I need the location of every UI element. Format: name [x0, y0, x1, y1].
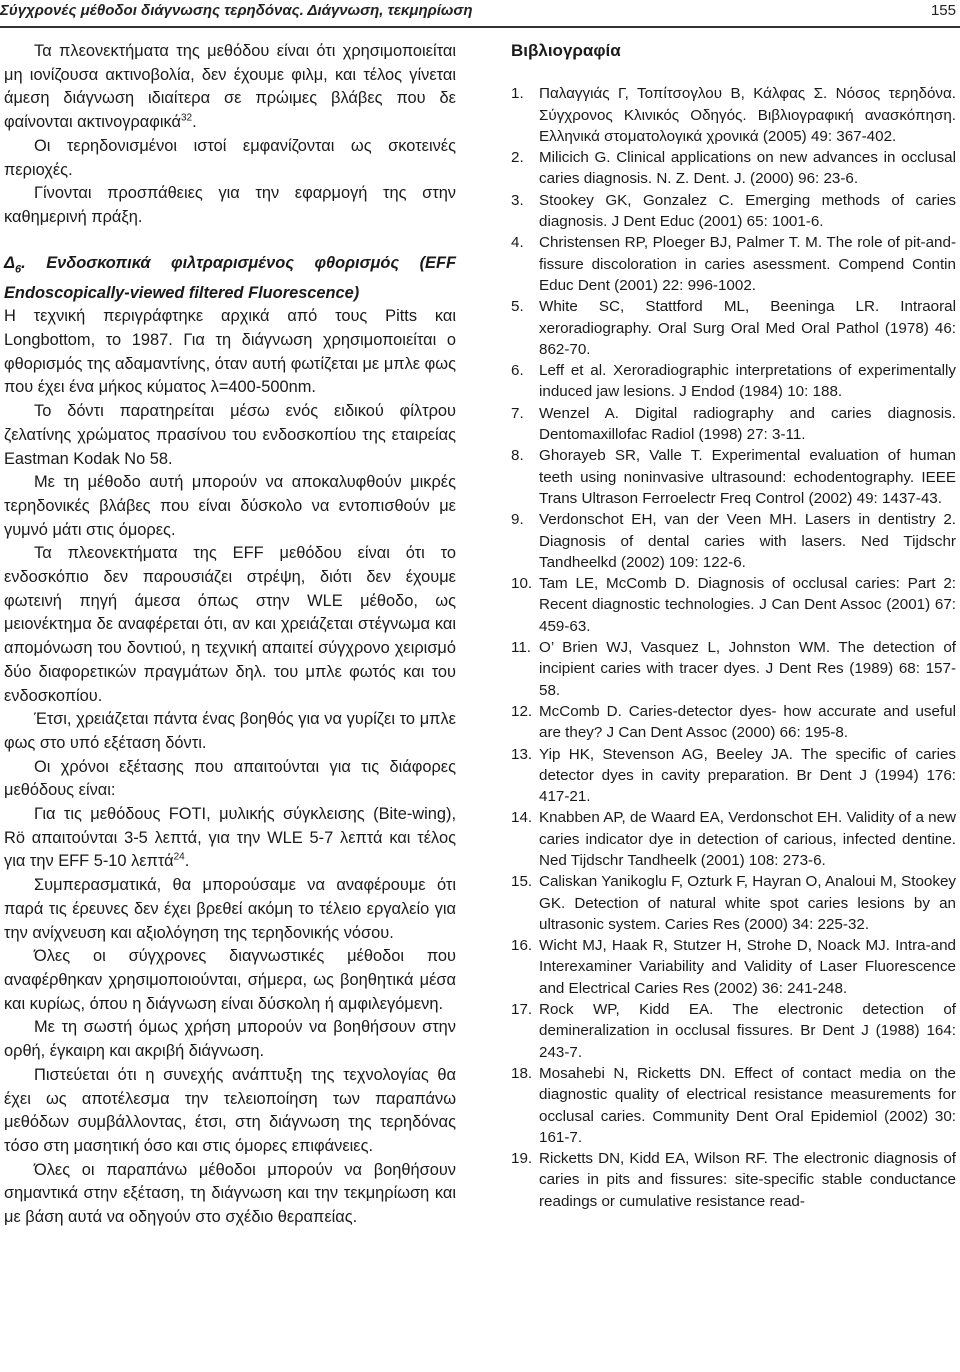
- reference-number: 7.: [511, 404, 524, 422]
- reference-number: 10.: [511, 575, 533, 593]
- reference-text: Ricketts DN, Kidd EA, Wilson RF. The electronic diagnosis of caries in pits and fissures: site-specific stable conductance readings or cumulative resistance read-: [539, 1150, 956, 1210]
- reference-text: Verdonschot EH, van der Veen MH. Lasers in dentistry 2. Diagnosis of dental caries with lasers. Ned Tijdschr Tandheelkd (2002) 109: 122-6.: [539, 511, 956, 571]
- paragraph: Για τις μεθόδους FOTI, μυλικής σύγκλεισης (Bite-wing), Rö απαιτούνται 3-5 λεπτά, για την WLE 5-7 λεπτά και τέλος για την EFF 5-10 λεπτά$^{24}$.: [4, 805, 456, 871]
- bibliography-heading: Βιβλιογραφία: [511, 41, 621, 60]
- paragraph: Με τη μέθοδο αυτή μπορούν να αποκαλυφθούν μικρές τερηδονικές βλάβες που είναι δύσκολο να εντοπισθούν με γυμνό μάτι στις όμορες.: [4, 473, 456, 539]
- reference-text: Ghorayeb SR, Valle T. Experimental evaluation of human teeth using noninvasive ultrasound: echodentography. IEEE Trans Ultrason Ferroelectr Freq Control (2002) 49: 1437-43.: [539, 447, 956, 507]
- reference-item: [511, 190, 956, 233]
- reference-number: 18.: [511, 1064, 533, 1082]
- reference-item: [511, 403, 956, 446]
- reference-number: 16.: [511, 937, 533, 955]
- reference-number: 13.: [511, 745, 533, 763]
- reference-text: McComb D. Caries-detector dyes- how accurate and useful are they? J Can Dent Assoc (2000) 66: 195-8.: [539, 702, 956, 742]
- reference-text: O’ Brien WJ, Vasquez L, Johnston WM. The detection of incipient caries with tracer dyes. J Dent Res (1989) 68: 157-58.: [539, 639, 956, 699]
- paragraph: Η τεχνική περιγράφτηκε αρχικά από τους Pitts και Longbottom, το 1987. Για τη διάγνωση χρησιμοποιείται ο φθορισμός της αδαμαντίνης, όταν αυτή φωτίζεται με μπλε φως που έχει ένα μήκος κύματος λ=400-500nm.: [4, 307, 456, 397]
- reference-item: [511, 83, 956, 147]
- paragraph: Όλες οι σύγχρονες διαγνωστικές μέθοδοι που αναφέρθηκαν χρησιμοποιούνται, σήμερα, ως βοηθητικά μέσα και κυρίως, όπου η διάγνωση είναι δύσκολη ή αμφιλεγόμενη.: [4, 947, 456, 1013]
- page-number: 155: [930, 2, 956, 19]
- reference-text: Yip HK, Stevenson AG, Beeley JA. The specific of caries detector dyes in cavity preparation. Br Dent J (1994) 176: 417-21.: [539, 745, 956, 806]
- paragraph: Πιστεύεται ότι η συνεχής ανάπτυξη της τεχνολογίας θα έχει ως αποτέλεσμα την τελειοποίηση των παραπάνω μεθόδων συμβάλλοντας, έτσι, στη διάγνωση της τερηδόνας τόσο στη μασητική όσο και στις όμορες επιφάνειες.: [4, 1065, 456, 1155]
- reference-text: Wicht MJ, Haak R, Stutzer H, Strohe D, Noack MJ. Intra-and Interexaminer Variability and Validity of Laser Fluorescence and Electrical Caries Res (2002) 36: 241-248.: [539, 937, 956, 997]
- paragraph: Έτσι, χρειάζεται πάντα ένας βοηθός για να γυρίζει το μπλε φως στο υπό εξέταση δόντι.: [4, 710, 456, 752]
- reference-number: 1.: [511, 85, 524, 103]
- reference-number: 2.: [511, 149, 524, 167]
- reference-text: Caliskan Yanikoglu F, Ozturk F, Hayran O, Analoui M, Stookey GK. Detection of natural white spot caries lesions by an ultrasonic system. Caries Res (2000) 34: 225-32.: [539, 873, 956, 933]
- bibliography-column: [511, 40, 956, 1212]
- reference-text: White SC, Stattford ML, Beeninga LR. Intraoral xeroradiography. Oral Surg Oral Med Oral Pathol (1978) 46: 862-70.: [539, 298, 956, 358]
- reference-list: [511, 83, 956, 1212]
- reference-item: [511, 744, 956, 808]
- reference-text: Knabben AP, de Waard EA, Verdonschot EH. Validity of a new caries indicator dye in detection of carious, infected dentine. Ned Tijdschr Tandheelk (2001) 108: 273-6.: [539, 809, 956, 869]
- reference-item: [511, 637, 956, 701]
- reference-text: Wenzel A. Digital radiography and caries diagnosis. Dentomaxillofac Radiol (1998) 27: 3-11.: [539, 404, 956, 444]
- reference-item: [511, 701, 956, 744]
- reference-number: 4.: [511, 234, 524, 252]
- paragraph: Με τη σωστή όμως χρήση μπορούν να βοηθήσουν στην ορθή, έγκαιρη και ακριβή διάγνωση.: [4, 1018, 456, 1061]
- reference-text: Stookey GK, Gonzalez C. Emerging methods of caries diagnosis. J Dent Educ (2001) 65: 1001-6.: [539, 191, 956, 231]
- reference-item: [511, 807, 956, 871]
- reference-text: Christensen RP, Ploeger BJ, Palmer T. M. The role of pit-and-fissure discoloration in caries asessment. Compend Contin Educ Dent (2001) 22: 996-1002.: [539, 234, 956, 294]
- paragraph: Οι χρόνοι εξέτασης που απαιτούνται για τις διάφορες μεθόδους είναι:: [4, 757, 456, 800]
- reference-item: [511, 999, 956, 1063]
- paragraph: Όλες οι παραπάνω μέθοδοι μπορούν να βοηθήσουν σημαντικά στην εξέταση, τη διάγνωση και την τεκμηρίωση και με βάση αυτά να οδηγούν στο σχέδιο θεραπείας.: [4, 1160, 456, 1227]
- reference-number: 6.: [511, 362, 524, 380]
- reference-item: [511, 509, 956, 573]
- reference-item: [511, 232, 956, 296]
- running-title: Σύγχρονές μέθοδοι διάγνωσης τερηδόνας. Διάγνωση, τεκμηρίωση: [0, 2, 473, 19]
- reference-text: Leff et al. Xeroradiographic interpretations of experimentally induced jaw lesions. J Endod (1984) 10: 188.: [539, 362, 956, 401]
- reference-number: 3.: [511, 191, 524, 209]
- reference-item: [511, 573, 956, 637]
- paragraph: Τα πλεονεκτήματα της μεθόδου είναι ότι χρησιμοποιείται μη ιονίζουσα ακτινοβολία, δεν έχουμε φιλμ, και τέλος γίνεται άμεση διάγνωση ιδιαίτερα σε πρώιμες βλάβες που δε φαίνονται ακτινογραφικά$^{32}$.: [4, 42, 456, 132]
- reference-number: 8.: [511, 447, 524, 465]
- reference-item: [511, 296, 956, 360]
- reference-item: [511, 1148, 956, 1212]
- reference-text: Rock WP, Kidd EA. The electronic detection of demineralization in occlusal fissures. Br Dent J (1988) 164: 243-7.: [539, 1001, 956, 1061]
- reference-text: Παλαγγιάς Γ, Τοπίτσογλου Β, Κάλφας Σ. Νόσος τερηδόνα. Σύγχρονος Κλινικός Οδηγός. Βιβλιογραφική ανασκόπηση. Ελληνικά στοματολογικά χρονικά (2005) 49: 367-402.: [539, 85, 956, 145]
- reference-text: Mosahebi N, Ricketts DN. Effect of contact media on the diagnostic quality of electrical resistance measurements for occlusal caries. Community Dent Oral Epidemiol (2002) 30: 161-7.: [539, 1064, 956, 1146]
- paragraph: Συμπερασματικά, θα μπορούσαμε να αναφέρουμε ότι παρά τις έρευνες δεν έχει βρεθεί ακόμη το τέλειο εργαλείο για την ανίχνευση και αξιολόγηση της τερηδονικής νόσου.: [4, 876, 456, 942]
- reference-number: 11.: [511, 639, 531, 657]
- reference-text: Tam LE, McComb D. Diagnosis of occlusal caries: Part 2: Recent diagnostic technologies. J Can Dent Assoc (2001) 67: 459-63.: [539, 575, 956, 635]
- body-text-column: [4, 40, 456, 1230]
- reference-number: 12.: [511, 702, 533, 720]
- reference-item: [511, 445, 956, 509]
- reference-number: 5.: [511, 298, 524, 316]
- paragraph: Γίνονται προσπάθειες για την εφαρμογή της στην καθημερινή πράξη.: [4, 184, 456, 226]
- reference-text: Milicich G. Clinical applications on new advances in occlusal caries diagnosis. N. Z. Dent. J. (2000) 96: 23-6.: [539, 149, 956, 188]
- reference-number: 19.: [511, 1150, 533, 1168]
- reference-item: [511, 360, 956, 403]
- paragraph: Το δόντι παρατηρείται μέσω ενός ειδικού φίλτρου ζελατίνης χρώματος πρασίνου του ενδοσκοπίου της εταιρείας Eastman Kodak No 58.: [4, 402, 456, 468]
- reference-item: [511, 871, 956, 935]
- reference-number: 15.: [511, 873, 533, 891]
- reference-item: [511, 1063, 956, 1148]
- paragraph: Τα πλεονεκτήματα της EFF μεθόδου είναι ότι το ενδοσκόπιο δεν παρουσιάζει στρέψη, διότι δεν έχουμε φωτεινή πηγή άμεσα όπως στην WLE μέθοδο, ως μειονέκτημα δε αναφέρεται ότι, αν και χρειάζεται στέγνωμα και απομόνωση του δοντιού, η τεχνική απαιτεί σύγχρονο χειρισμό δύο διαφορετικών πραγμάτων δηλ. του μπλε φωτός και του ενδοσκοπίου.: [4, 544, 456, 705]
- running-header: [0, 0, 960, 28]
- paragraph: Οι τερηδονισμένοι ιστοί εμφανίζονται ως σκοτεινές περιοχές.: [4, 136, 456, 179]
- reference-number: 17.: [511, 1001, 533, 1019]
- reference-item: [511, 935, 956, 999]
- reference-number: 14.: [511, 809, 533, 827]
- reference-number: 9.: [511, 511, 524, 529]
- reference-item: [511, 147, 956, 190]
- section-heading: $\Delta_6$. Ενδοσκοπικά φιλτραρισμένος φθορισμός (EFF Endoscopically-viewed filtered Fluorescence): [4, 253, 456, 302]
